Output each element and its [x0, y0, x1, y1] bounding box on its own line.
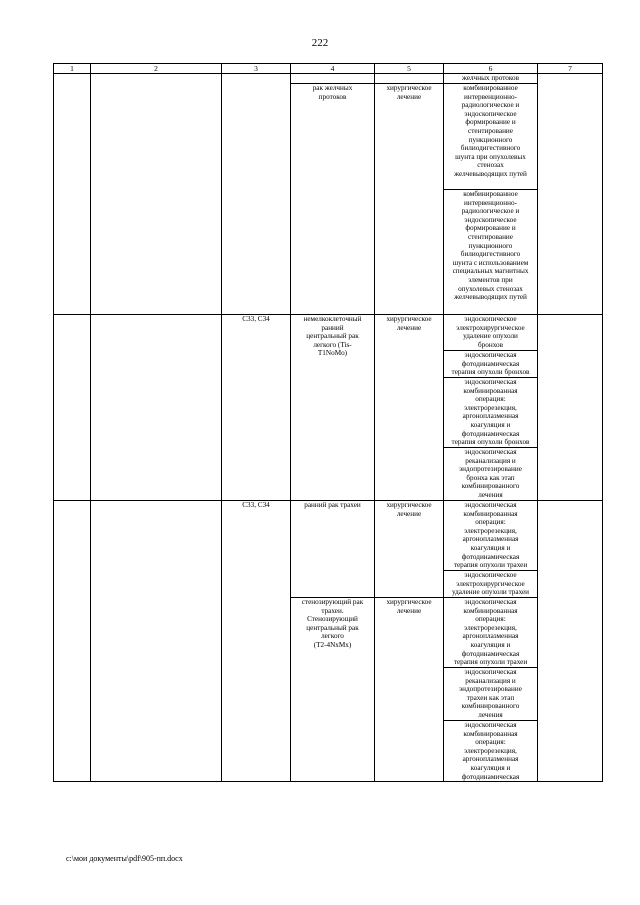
header-cell: 2: [91, 64, 222, 74]
disease-cell: стенозирующий рак трахеи. Стенозирующий центральный рак легкого (T2-4NxMx): [291, 598, 375, 782]
col7-cell: [538, 501, 603, 782]
file-path-footer: c:\мои документы\pdf\905-пп.docx: [66, 854, 183, 863]
col2-cell: [91, 315, 222, 501]
header-cell: 3: [222, 64, 291, 74]
treatment-cell: хирургическое лечение: [375, 501, 444, 598]
col2-cell: [91, 501, 222, 782]
header-cell: 7: [538, 64, 603, 74]
medical-procedures-table: [53, 63, 603, 782]
codes-cell: C33, C34: [222, 315, 291, 501]
method-cell: эндоскопическая реканализация и эндопротезирование бронха как этап комбинированного лечения: [444, 448, 538, 501]
disease-cell: [291, 74, 375, 84]
treatment-cell: хирургическое лечение: [375, 84, 444, 315]
col1-cell: [54, 74, 91, 315]
table-row: [54, 501, 603, 571]
method-cell: комбинированное интервенционно- радиологическое и эндоскопическое формирование и стентирование пункционного билиодигестивного шунта при опухолевых стенозах желчевыводящих путей: [444, 84, 538, 190]
table-row: [54, 74, 603, 84]
table-header-row: [54, 64, 603, 74]
method-cell: комбинированное интервенционно- радиологическое и эндоскопическое формирование и стентирование пункционного билиодигестивного шунта с использованием специальных магнитных элементов при опухолевых стенозах желчевыводящих путей: [444, 190, 538, 315]
disease-cell: рак желчных протоков: [291, 84, 375, 315]
method-cell: эндоскопическое электрохирургическое удаление опухоли бронхов: [444, 315, 538, 351]
col2-cell: [91, 74, 222, 315]
treatment-cell: хирургическое лечение: [375, 598, 444, 782]
col7-cell: [538, 74, 603, 315]
disease-cell: немелкоклеточный ранний центральный рак легкого (Tis- T1NoMo): [291, 315, 375, 501]
method-cell: эндоскопическая комбинированная операция: электрорезекция, аргоноплазменная коагуляция и фотодинамическая терапия опухоли трахеи: [444, 501, 538, 571]
method-cell: эндоскопическая комбинированная операция: электрорезекция, аргоноплазменная коагуляция и фотодинамическая: [444, 721, 538, 782]
col1-cell: [54, 501, 91, 782]
method-cell: эндоскопическая фотодинамическая терапия опухоли бронхов: [444, 351, 538, 378]
treatment-cell: [375, 74, 444, 84]
table-row: [54, 315, 603, 351]
page-number: 222: [311, 37, 329, 49]
header-cell: 6: [444, 64, 538, 74]
codes-cell: C33, C34: [222, 501, 291, 782]
method-cell: эндоскопическая комбинированная операция: электрорезекция, аргоноплазменная коагуляция и фотодинамическая терапия опухоли бронхов: [444, 378, 538, 448]
disease-cell: ранний рак трахеи: [291, 501, 375, 598]
method-cell: эндоскопическая комбинированная операция: электрорезекция, аргоноплазменная коагуляция и фотодинамическая терапия опухоли трахеи: [444, 598, 538, 668]
codes-cell: [222, 74, 291, 315]
treatment-cell: хирургическое лечение: [375, 315, 444, 501]
header-cell: 4: [291, 64, 375, 74]
method-cell: эндоскопическое электрохирургическое удаление опухоли трахеи: [444, 571, 538, 598]
method-cell: желчных протоков: [444, 74, 538, 84]
col7-cell: [538, 315, 603, 501]
header-cell: 5: [375, 64, 444, 74]
header-cell: 1: [54, 64, 91, 74]
col1-cell: [54, 315, 91, 501]
method-cell: эндоскопическая реканализация и эндопротезирование трахеи как этап комбинированного лечения: [444, 668, 538, 721]
